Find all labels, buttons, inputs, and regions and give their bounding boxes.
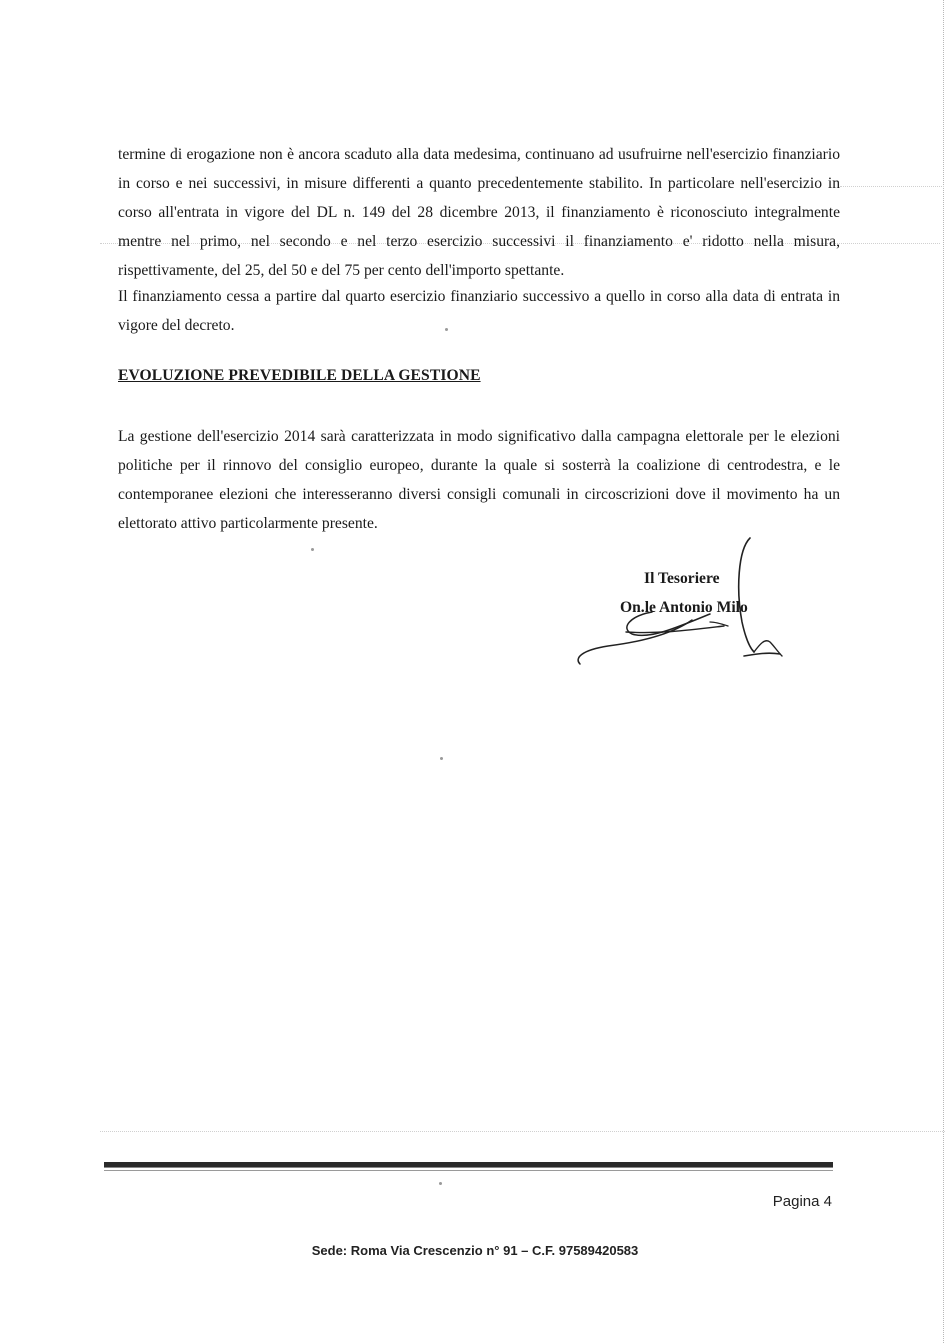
footer-rule-thin <box>104 1170 833 1171</box>
section-heading: EVOLUZIONE PREVEDIBILE DELLA GESTIONE <box>118 367 481 384</box>
paragraph-outlook <box>118 422 840 538</box>
scan-edge <box>943 0 944 1343</box>
page-number: Pagina 4 <box>772 1193 832 1210</box>
handwritten-signature <box>560 530 820 690</box>
footer-rule <box>104 1162 833 1168</box>
signatory-title: Il Tesoriere <box>644 570 720 587</box>
scan-artifact <box>840 186 944 187</box>
paragraph-text: termine di erogazione non è ancora scaduto alla data medesima, continuano ad usufruirne nell'esercizio finanziario in corso e nei successivi, in misure differenti a quanto precedentemente stabilito. In particolare nell'esercizio in corso all'entrata in vigore del DL n. 149 del 28 dicembre 2013, il finanziamento è riconosciuto integralmente mentre nel primo, nel secondo e nel terzo esercizio successivi il finanziamento e' ridotto nella misura, rispettivamente, del 25, del 50 e del 75 per cento dell'importo spettante. <box>118 146 840 279</box>
paragraph-text: Il finanziamento cessa a partire dal quarto esercizio finanziario successivo a quello in corso alla data di entrata in vigore del decreto. <box>118 288 840 334</box>
scan-speck <box>439 1182 442 1185</box>
scan-speck <box>311 548 314 551</box>
paragraph-financing-end <box>118 282 840 340</box>
signatory-name: On.le Antonio Milo <box>620 599 748 616</box>
paragraph-financing-terms <box>118 140 840 285</box>
scan-artifact <box>100 1131 945 1132</box>
scan-speck <box>440 757 443 760</box>
paragraph-text: La gestione dell'esercizio 2014 sarà caratterizzata in modo significativo dalla campagna elettorale per le elezioni politiche per il rinnovo del consiglio europeo, durante la quale si sosterrà la coalizione di centrodestra, e le contemporanee elezioni che interesseranno diversi consigli comunali in circoscrizioni dove il movimento ha un elettorato attivo particolarmente presente. <box>118 428 840 532</box>
footer-address: Sede: Roma Via Crescenzio n° 91 – C.F. 97589420583 <box>311 1243 639 1258</box>
